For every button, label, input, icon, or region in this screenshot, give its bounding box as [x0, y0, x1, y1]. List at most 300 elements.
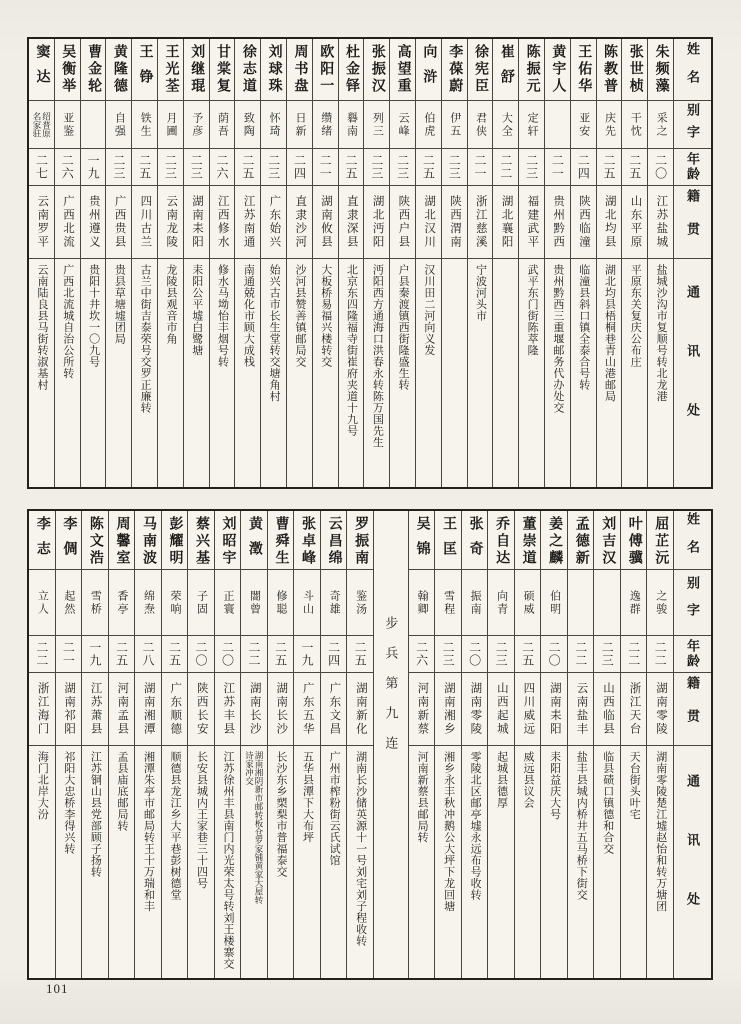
vertical-text: 籍贯: [685, 189, 700, 255]
address-cell: [56, 746, 82, 978]
person-column: [82, 511, 109, 978]
courtesy-name-cell: [541, 570, 567, 636]
courtesy-name-cell: [268, 570, 294, 636]
vertical-text: 汉川田二河向义发: [422, 264, 435, 356]
vertical-text: 周馨室: [114, 516, 130, 567]
address-cell: [621, 746, 647, 978]
age-cell: [215, 636, 241, 673]
native-place-cell: [568, 673, 594, 746]
courtesy-name-cell: [29, 570, 55, 636]
header-cell: [674, 259, 711, 487]
native-place-cell: [29, 186, 54, 259]
person-column: [435, 511, 462, 978]
vertical-text: 窦达: [34, 44, 50, 94]
name-cell: [435, 511, 461, 570]
native-place-cell: [597, 186, 622, 259]
vertical-text: 龙陵县观音市角: [164, 264, 177, 345]
vertical-text: 江西修水: [216, 195, 229, 249]
vertical-text: 陈文浩: [87, 516, 103, 567]
courtesy-name-cell: [321, 570, 347, 636]
vertical-text: 广东顺德: [169, 682, 182, 736]
vertical-text: 君侠: [474, 111, 487, 138]
person-column: [597, 39, 623, 487]
vertical-text: 立人: [36, 589, 49, 616]
address-cell: [442, 259, 467, 487]
address-cell: [347, 746, 373, 978]
vertical-text: 南通兢化市顾大成栈: [242, 264, 255, 368]
name-cell: [568, 511, 594, 570]
vertical-text: 二一: [473, 154, 488, 180]
vertical-text: 陕西长安: [195, 682, 208, 736]
vertical-text: 长安县城内王家巷三十四号: [195, 751, 208, 889]
courtesy-name-cell: [493, 101, 518, 149]
name-cell: [339, 39, 364, 101]
vertical-text: 湖南湘潭: [142, 682, 155, 736]
address-cell: [287, 259, 312, 487]
age-cell: [188, 636, 214, 673]
vertical-text: 二五: [114, 641, 129, 667]
courtesy-name-cell: [568, 570, 594, 636]
age-cell: [81, 149, 106, 186]
age-cell: [347, 636, 373, 673]
vertical-text: 杜金铎: [344, 44, 360, 95]
vertical-text: 二六: [60, 154, 75, 180]
address-cell: [339, 259, 364, 487]
vertical-text: 斗山: [301, 589, 314, 616]
name-cell: [416, 39, 441, 101]
vertical-text: 二一: [550, 154, 565, 180]
name-cell: [158, 39, 183, 101]
age-cell: [488, 636, 514, 673]
native-place-cell: [55, 186, 80, 259]
vertical-text: 广东始兴: [268, 195, 281, 249]
courtesy-name-cell: [409, 570, 435, 636]
vertical-text: 徐志道: [240, 44, 256, 95]
vertical-text: 陕西户县: [397, 195, 410, 249]
native-place-cell: [162, 673, 188, 746]
name-cell: [622, 39, 647, 101]
person-column: [162, 511, 189, 978]
courtesy-name-cell: [188, 570, 214, 636]
courtesy-name-cell: [135, 570, 161, 636]
age-cell: [621, 636, 647, 673]
vertical-text: 平原东关复庆公布庄: [629, 264, 642, 368]
person-column: [568, 511, 595, 978]
vertical-text: 浙江慈溪: [474, 195, 487, 249]
vertical-text: 李葆蔚: [447, 44, 463, 95]
native-place-cell: [493, 186, 518, 259]
vertical-text: 怀琦: [268, 111, 281, 138]
vertical-text: 云南陆良县马街转淑基村: [35, 264, 48, 391]
person-column: [106, 39, 132, 487]
courtesy-name-cell: [29, 101, 54, 149]
vertical-text: 二五: [167, 641, 182, 667]
name-cell: [571, 39, 596, 101]
vertical-text: 顺德县龙江乡大平巷彭树德堂: [168, 751, 181, 901]
vertical-text: 二一: [61, 641, 76, 667]
address-cell: [268, 746, 294, 978]
vertical-text: 二五: [353, 641, 368, 667]
vertical-text: 张卓峰: [300, 516, 316, 567]
vertical-text: 王匡: [441, 516, 457, 566]
vertical-text: 荫吾: [216, 111, 229, 138]
person-column: [109, 511, 136, 978]
vertical-text: 修水马坳怡丰烟号转: [216, 264, 229, 368]
vertical-text: 诗家冲交: [244, 751, 255, 785]
native-place-cell: [519, 186, 544, 259]
person-column: [56, 511, 83, 978]
vertical-text: 贵州黔西: [552, 195, 565, 249]
vertical-text: 采之: [655, 111, 668, 138]
age-cell: [409, 636, 435, 673]
person-column: [462, 511, 489, 978]
vertical-text: 马南波: [140, 516, 156, 567]
age-cell: [158, 149, 183, 186]
vertical-text: 二三: [600, 641, 615, 667]
vertical-text: 云南盐丰: [575, 682, 588, 736]
age-cell: [493, 149, 518, 186]
vertical-text: 朱频藻: [653, 44, 669, 95]
courtesy-name-cell: [468, 101, 493, 149]
vertical-text: 河南新蔡县邮局转: [416, 751, 429, 843]
vertical-text: 大板桥易福兴楼转交: [319, 264, 332, 368]
address-cell: [462, 746, 488, 978]
courtesy-name-cell: [56, 570, 82, 636]
vertical-text: 日新: [293, 111, 306, 138]
age-cell: [235, 149, 260, 186]
age-cell: [241, 636, 267, 673]
vertical-text: 干忱: [629, 111, 642, 138]
age-cell: [519, 149, 544, 186]
name-cell: [409, 511, 435, 570]
courtesy-name-cell: [647, 570, 673, 636]
vertical-text: 二三: [494, 641, 509, 667]
person-column: [519, 39, 545, 487]
address-cell: [106, 259, 131, 487]
person-column: [416, 39, 442, 487]
vertical-text: 董崇道: [520, 516, 536, 567]
name-cell: [132, 39, 157, 101]
vertical-text: 之骏: [654, 589, 667, 616]
native-place-cell: [158, 186, 183, 259]
address-cell: [215, 746, 241, 978]
native-place-cell: [515, 673, 541, 746]
person-column: [287, 39, 313, 487]
vertical-text: 二五: [602, 154, 616, 180]
vertical-text: 硕威: [522, 589, 535, 616]
courtesy-name-cell: [347, 570, 373, 636]
courtesy-name-cell: [390, 101, 415, 149]
mini-columns: [245, 751, 263, 904]
native-place-cell: [648, 186, 673, 259]
vertical-text: 广西北流城自治公所转: [61, 264, 74, 379]
courtesy-name-cell: [132, 101, 157, 149]
person-column: [210, 39, 236, 487]
courtesy-name-cell: [162, 570, 188, 636]
directory-table-top: [27, 37, 713, 489]
native-place-cell: [106, 186, 131, 259]
person-column: [135, 511, 162, 978]
person-column: [184, 39, 210, 487]
address-cell: [82, 746, 108, 978]
vertical-text: 二八: [140, 641, 155, 667]
courtesy-name-cell: [621, 570, 647, 636]
age-cell: [106, 149, 131, 186]
header-cell: [674, 673, 711, 746]
name-cell: [287, 39, 312, 101]
vertical-text: 二二: [653, 641, 668, 667]
age-cell: [339, 149, 364, 186]
vertical-text: 二一: [318, 154, 333, 180]
address-cell: [647, 746, 673, 978]
vertical-text: 二二: [573, 641, 588, 667]
person-column: [29, 511, 56, 978]
unit-divider-cell: [374, 511, 408, 978]
name-cell: [597, 39, 622, 101]
courtesy-name-cell: [82, 570, 108, 636]
vertical-text: 张世桢: [627, 44, 643, 95]
vertical-text: 亚安: [577, 111, 590, 138]
vertical-text: 山西临县: [601, 682, 614, 736]
person-column: [364, 39, 390, 487]
courtesy-name-cell: [81, 101, 106, 149]
address-cell: [541, 746, 567, 978]
vertical-text: 起城县德厚: [495, 751, 508, 809]
age-cell: [416, 149, 441, 186]
age-cell: [210, 149, 235, 186]
vertical-text: 奇雄: [328, 589, 341, 616]
address-cell: [188, 746, 214, 978]
courtesy-name-cell: [545, 101, 570, 149]
vertical-text: 籍贯: [685, 676, 700, 742]
vertical-text: 彭耀明: [167, 516, 183, 567]
person-column: [29, 39, 55, 487]
vertical-text: 欧阳一: [318, 44, 334, 95]
vertical-text: 五华县潭下大布坪: [301, 751, 314, 843]
native-place-cell: [294, 673, 320, 746]
person-column: [347, 511, 374, 978]
vertical-text: 礜南: [345, 111, 358, 138]
name-cell: [55, 39, 80, 101]
vertical-text: 二〇: [467, 641, 482, 667]
person-column: [493, 39, 519, 487]
vertical-text: 翰卿: [416, 589, 429, 616]
vertical-text: 直隶沙河: [294, 195, 307, 249]
vertical-text: 王光荃: [163, 44, 179, 95]
person-column: [594, 511, 621, 978]
person-column: [132, 39, 158, 487]
header-cell: [674, 39, 711, 101]
name-cell: [364, 39, 389, 101]
address-cell: [488, 746, 514, 978]
vertical-text: 四川威远: [522, 682, 535, 736]
vertical-text: 江苏丰县: [222, 682, 235, 736]
native-place-cell: [268, 673, 294, 746]
age-cell: [56, 636, 82, 673]
vertical-text: 湖南耒阳: [191, 195, 203, 249]
vertical-text: 通讯处: [685, 284, 700, 462]
native-place-cell: [364, 186, 389, 259]
vertical-text: 刘吉汉: [600, 516, 616, 567]
native-place-cell: [132, 186, 157, 259]
vertical-text: 二三: [369, 154, 384, 180]
name-cell: [210, 39, 235, 101]
vertical-text: 云峰: [397, 111, 410, 138]
courtesy-name-cell: [184, 101, 209, 149]
name-cell: [647, 511, 673, 570]
vertical-text: 二五: [627, 154, 642, 180]
vertical-text: 二三: [266, 154, 281, 180]
vertical-text: 长沙东乡槊梨市普福泰交: [275, 751, 288, 878]
courtesy-name-cell: [55, 101, 80, 149]
age-cell: [541, 636, 567, 673]
vertical-text: 云昌绵: [326, 516, 342, 567]
address-cell: [241, 746, 267, 978]
native-place-cell: [29, 673, 55, 746]
name-cell: [268, 511, 294, 570]
age-cell: [545, 149, 570, 186]
address-cell: [294, 746, 320, 978]
vertical-text: 自强: [113, 111, 126, 138]
vertical-text: 二三: [111, 154, 126, 180]
vertical-text: 二〇: [653, 154, 668, 180]
vertical-text: 天台街头叶宅: [628, 751, 641, 820]
person-column: [622, 39, 648, 487]
vertical-text: 户县秦渡镇西街隆盛生转: [397, 264, 410, 391]
vertical-text: 二六: [414, 641, 429, 667]
vertical-text: 浙江海门: [36, 682, 49, 736]
native-place-cell: [287, 186, 312, 259]
name-cell: [390, 39, 415, 101]
vertical-text: 广东文昌: [328, 682, 341, 736]
address-cell: [132, 259, 157, 487]
native-place-cell: [488, 673, 514, 746]
native-place-cell: [235, 186, 260, 259]
vertical-text: 贵县草塘墟团局: [113, 264, 126, 345]
vertical-text: 二三: [189, 154, 204, 180]
courtesy-name-cell: [597, 101, 622, 149]
name-cell: [321, 511, 347, 570]
age-cell: [321, 636, 347, 673]
vertical-text: 步兵第九连: [383, 616, 399, 766]
vertical-text: 陕西渭南: [448, 195, 461, 249]
vertical-text: 二三: [447, 154, 462, 180]
vertical-text: 二三: [163, 154, 178, 180]
native-place-cell: [82, 673, 108, 746]
vertical-text: 罗振南: [353, 516, 369, 567]
vertical-text: 二五: [240, 154, 255, 180]
courtesy-name-cell: [215, 570, 241, 636]
courtesy-name-cell: [515, 570, 541, 636]
vertical-text: 湖南耒阳: [548, 682, 561, 736]
vertical-text: 二四: [576, 154, 591, 180]
age-cell: [442, 149, 467, 186]
age-cell: [364, 149, 389, 186]
person-column: [621, 511, 648, 978]
name-cell: [215, 511, 241, 570]
name-cell: [313, 39, 338, 101]
native-place-cell: [621, 673, 647, 746]
vertical-text: 闇曾: [248, 589, 261, 616]
native-place-cell: [339, 186, 364, 259]
address-cell: [594, 746, 620, 978]
courtesy-name-cell: [109, 570, 135, 636]
name-cell: [29, 39, 54, 101]
age-cell: [132, 149, 157, 186]
vertical-text: 贵阳十井坎一〇九号: [87, 264, 100, 368]
name-cell: [442, 39, 467, 101]
vertical-text: 逸群: [628, 589, 641, 616]
vertical-text: 崔舒: [498, 44, 514, 94]
name-cell: [488, 511, 514, 570]
vertical-text: 直隶深县: [345, 195, 358, 249]
age-cell: [622, 149, 647, 186]
vertical-text: 李倜: [61, 516, 77, 566]
name-cell: [515, 511, 541, 570]
header-column: [674, 39, 711, 487]
age-cell: [435, 636, 461, 673]
vertical-text: 湖南祁阳: [63, 682, 76, 736]
courtesy-name-cell: [287, 101, 312, 149]
courtesy-name-cell: [158, 101, 183, 149]
vertical-text: 广东五华: [301, 682, 314, 736]
age-cell: [82, 636, 108, 673]
vertical-text: 黄宇人: [550, 44, 566, 95]
vertical-text: 二三: [395, 154, 410, 180]
vertical-text: 湘潭朱亭市邮局转王十万瑞和丰: [142, 751, 155, 912]
vertical-text: 孟德新: [573, 516, 589, 567]
vertical-text: 年龄: [685, 152, 700, 182]
name-cell: [462, 511, 488, 570]
native-place-cell: [442, 186, 467, 259]
vertical-text: 姓名: [685, 512, 700, 568]
vertical-text: 浙江天台: [628, 682, 641, 736]
vertical-text: 二〇: [547, 641, 562, 667]
address-cell: [416, 259, 441, 487]
native-place-cell: [210, 186, 235, 259]
name-cell: [621, 511, 647, 570]
courtesy-name-cell: [313, 101, 338, 149]
vertical-text: 伯明: [548, 589, 561, 616]
vertical-text: 二五: [273, 641, 288, 667]
name-cell: [106, 39, 131, 101]
vertical-text: 贵州黔西三重堰邮务代办处交: [551, 264, 564, 414]
vertical-text: 山西起城: [495, 682, 508, 736]
address-cell: [135, 746, 161, 978]
vertical-text: 李志: [34, 516, 50, 566]
vertical-text: 黄澂: [247, 516, 263, 566]
native-place-cell: [545, 186, 570, 259]
age-cell: [135, 636, 161, 673]
age-cell: [515, 636, 541, 673]
vertical-text: 盐丰县城内桥井五马桥下街交: [575, 751, 588, 901]
age-cell: [162, 636, 188, 673]
age-cell: [313, 149, 338, 186]
vertical-text: 祁阳大忠桥李得兴转: [62, 751, 75, 855]
person-column: [294, 511, 321, 978]
vertical-text: 亚鉴: [61, 111, 74, 138]
vertical-text: 湖南零陵楚江墟赵怡和转万塘团: [654, 751, 667, 912]
person-column: [339, 39, 365, 487]
person-column: [442, 39, 468, 487]
vertical-text: 盐城沙沟市复顺号转北龙港: [655, 264, 668, 402]
native-place-cell: [622, 186, 647, 259]
person-column: [261, 39, 287, 487]
address-cell: [622, 259, 647, 487]
name-cell: [541, 511, 567, 570]
native-place-cell: [571, 186, 596, 259]
person-column: [321, 511, 348, 978]
